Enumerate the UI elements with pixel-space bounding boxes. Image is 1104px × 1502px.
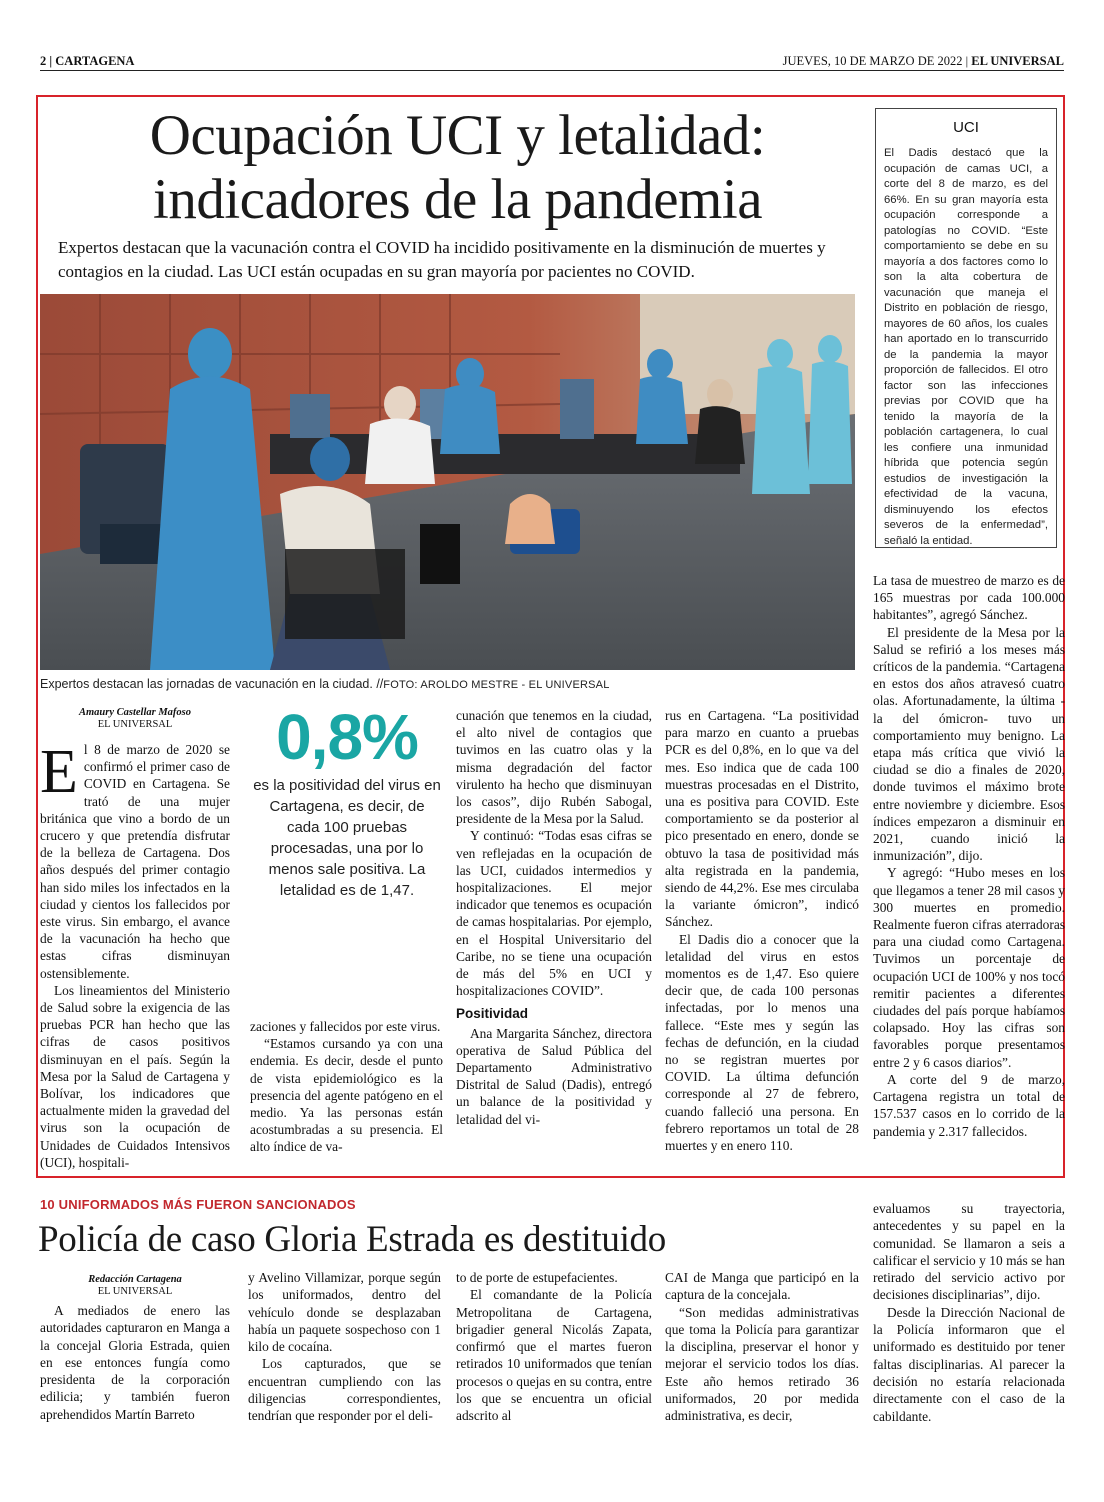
photo-caption: Expertos destacan las jornadas de vacunación en la ciudad. //FOTO: AROLDO MESTRE - EL UNIVERSAL xyxy=(40,677,610,691)
vaccination-photo xyxy=(40,294,855,670)
second-article-kicker: 10 UNIFORMADOS MÁS FUERON SANCIONADOS xyxy=(40,1197,356,1212)
article-paragraph: evaluamos su trayectoria, antecedentes y su papel en la comunidad. Se llamaron a seis a calificar el servicio y 10 más se han retirado del servicio activo por decisiones disciplinarias”, dijo. xyxy=(873,1201,1065,1303)
article-lead-paragraph: El 8 de marzo de 2020 se confirmó el primer caso de COVID en Cartagena. Se trató de una mujer británica que vino a bordo de un crucero y que pretendía disfrutar de la belleza de Cartagena. Dos años después del primer contagio han sido miles los infectados en la ciudad y cientos los fallecidos por este virus. Sin embargo, el avance de la vacunación ha hecho que estas cifras disminuyan ostensiblemente. xyxy=(40,738,230,981)
sidebar-body: El Dadis destacó que la ocupación de camas UCI, a corte del 8 de marzo, es del 66%. En su gran mayoría esta ocupación corresponde a patologías no COVID. “Este comportamiento se debe en su mayoría a dos factores como lo son la alta cobertura de vacunación que maneja el Distrito en población de riesgo, mayores de 60 años, los cuales han aportado en lo transcurrido de la pandemia la mayor proporción de fallecidos. El otro factor son las infecciones previas por COVID que ha tenido la mayoría de la población cartagenera, lo cual les confiere una inmunidad híbrida que potencia según estudios de investigación la efectividad de la vacuna, disminuyendo los efectos severos de la enfermedad”, señaló la entidad. xyxy=(884,147,1048,547)
second-article-column-3 xyxy=(456,1269,652,1425)
article-paragraph: Los lineamientos del Ministerio de Salud sobre la exigencia de las pruebas PCR han hecho que las cifras de casos positivos disminuyan en el país. Según la Mesa por la Salud de Cartagena y Bolívar, los indicadores que actualmente miden la gravedad del virus son la ocupación de Unidades de Cuidados Intensivos (UCI), hospitali- xyxy=(40,982,230,1170)
stat-description: es la positividad del virus en Cartagena, es decir, de cada 100 pruebas procesadas, una por lo menos sale positiva. La letalidad es de 1,47. xyxy=(253,777,441,899)
article-paragraph: CAI de Manga que participó en la captura de la concejala. xyxy=(665,1270,859,1303)
second-article-column-2 xyxy=(248,1269,441,1425)
second-article-column-5 xyxy=(873,1200,1065,1425)
article-column-2 xyxy=(250,1018,443,1156)
sidebar-title: UCI xyxy=(953,119,979,136)
main-deck: Expertos destacan que la vacunación contra el COVID ha incidido positivamente en la disminución de muertes y contagios en la ciudad. Las UCI están ocupadas en su gran mayoría por pacientes no COVID. xyxy=(58,238,826,281)
article-paragraph: El presidente de la Mesa por la Salud se refirió a los meses más críticos de la pandemia. “Cartagena en estos dos años atravesó cuatro olas. Afortunadamente, la última -la del ómicron- tuvo un comportamiento muy benigno. La etapa más crítica que vivió la ciudad se dio a finales de 2020, donde tuvimos el máximo brote entre noviembre y diciembre. Esos índices empezaron a disminuir en 2021, cuando inició la inmunización”, dijo. xyxy=(873,624,1065,864)
section-subhead: Positividad xyxy=(456,1006,529,1022)
article-column-4 xyxy=(665,707,859,1154)
article-column-3 xyxy=(456,707,652,1128)
second-article-headline: Policía de caso Gloria Estrada es destituido xyxy=(38,1219,666,1260)
article-paragraph: A corte del 9 de marzo, Cartagena registra un total de 157.537 casos en lo corrido de la pandemia y 2.317 fallecidos. xyxy=(873,1071,1065,1139)
article-paragraph: “Estamos cursando ya con una endemia. Es decir, desde el punto de vista epidemiológico es la presencia del agente patógeno en el medio. Ya las personas están acostumbradas a su presencia. El alto índice de va- xyxy=(250,1036,443,1155)
article-paragraph: rus en Cartagena. “La positividad para marzo en cuanto a pruebas PCR es del 0,8%, en lo que va del mes. Eso indica que de cada 100 muestras procesadas en el Distrito, una es positiva para COVID. Este comportamiento se da posterior al pico presentado en enero, donde se obtuvo la tasa de positividad más alta registrada en la pandemia, siendo de 44,2%. Ese mes circulaba la variante ómicron”, indicó Sánchez. xyxy=(665,708,859,930)
second-article-column-4 xyxy=(665,1269,859,1425)
article-paragraph: “Son medidas administrativas que toma la Policía para garantizar la disciplina, preservar el honor y mejorar el servicio todos los días. Este año hemos retirado 36 uniformados, 20 por medida administrativa, es decir, xyxy=(665,1304,859,1424)
article-paragraph: y Avelino Villamizar, porque según los uniformados, dentro del vehículo donde se desplazaban había un paquete sospechoso con 1 kilo de cocaína. xyxy=(248,1270,441,1355)
article-paragraph: cunación que tenemos en la ciudad, el alto nivel de contagios que tuvimos en las cuatro olas y la misma degradación del factor virulento ha hecho que disminuyan los casos”, dijo Rubén Sabogal, presidente de la Mesa por la Salud. xyxy=(456,708,652,827)
article-paragraph: Desde la Dirección Nacional de la Policía informaron que el uniformado es destituido por tener faltas disciplinarias. Al parecer la decisión no estaría relacionada directamente con el caso de la cabildante. xyxy=(873,1304,1065,1424)
article-paragraph: zaciones y fallecidos por este virus. xyxy=(250,1019,441,1034)
header-rule xyxy=(40,70,1064,71)
page-date-label: JUEVES, 10 DE MARZO DE 2022 | EL UNIVERSAL xyxy=(782,54,1064,68)
article-paragraph: El comandante de la Policía Metropolitana de Cartagena, brigadier general Nicolás Zapata, confirmó que el martes fueron retirados 10 uniformados que tenían procesos o quejas en su contra, entre los que se encuentra un oficial adscrito al xyxy=(456,1287,652,1424)
main-byline: Amaury Castellar Mafoso EL UNIVERSAL xyxy=(78,707,191,730)
article-paragraph: A mediados de enero las autoridades capturaron en Manga a la concejal Gloria Estrada, quien en ese entonces fungía como presidenta de la corporación edilicia; y también fueron aprehendidos Martín Barreto xyxy=(40,1303,230,1422)
article-paragraph: El Dadis dio a conocer que la letalidad del virus en estos momentos es de 1,47. Eso quiere decir que, de cada 100 personas infectadas, por lo menos una fallece. “Este mes y según las fechas de defunción, en la ciudad no se registran muertes por COVID. La última defunción corresponde al 27 de febrero, cuando falleció una persona. En febrero reportamos un total de 28 muertes y en enero 110. xyxy=(665,931,859,1154)
article-column-1 xyxy=(40,707,230,1171)
article-paragraph: Ana Margarita Sánchez, directora operativa de Salud Pública del Departamento Administrativo Distrital de Salud (Dadis), entregó un balance de la positividad y letalidad del vi- xyxy=(456,1025,652,1127)
article-paragraph: La tasa de muestreo de marzo es de 165 muestras por cada 100.000 habitantes”, agregó Sánchez. xyxy=(873,573,1065,623)
positivity-stat-callout xyxy=(252,703,442,901)
second-article-byline: Redacción Cartagena EL UNIVERSAL xyxy=(88,1274,182,1297)
article-column-5 xyxy=(873,572,1065,1140)
stat-number: 0,8% xyxy=(276,701,418,773)
vaccination-scene-image xyxy=(40,294,855,670)
article-paragraph: Y continuó: “Todas esas cifras se ven reflejadas en la ocupación de las UCI, cuidados intermedios y hospitalizaciones. El mejor indicador que tenemos es ocupación de camas hospitalarias. Por ejemplo, en el Hospital Universitario del Caribe, no se tiene una ocupación de más del 5% en UCI y hospitalizaciones COVID”. xyxy=(456,828,652,999)
second-article-column-1 xyxy=(40,1274,230,1423)
drop-cap: E xyxy=(40,738,78,806)
uci-sidebar-box xyxy=(875,108,1057,548)
article-paragraph: Y agregó: “Hubo meses en los que llegamos a tener 28 mil casos y 300 muertes en promedio. Realmente fueron cifras aterradoras para una ciudad como Cartagena. Tuvimos un porcentaje de ocupación UCI de 100% y nos tocó remitir pacientes a diferentes ciudades del país porque habíamos colapsado. Hoy las cifras son favorables porque presentamos entre 2 y 6 casos diarios”. xyxy=(873,865,1065,1070)
page-section-label: 2 | CARTAGENA xyxy=(40,54,135,68)
main-headline: Ocupación UCI y letalidad: indicadores de la pandemia xyxy=(149,104,766,231)
article-paragraph: Los capturados, que se encuentran cumpliendo con las diligencias correspondientes, tendrían que responder por el deli- xyxy=(248,1356,441,1424)
article-paragraph: to de porte de estupefacientes. xyxy=(456,1270,618,1285)
